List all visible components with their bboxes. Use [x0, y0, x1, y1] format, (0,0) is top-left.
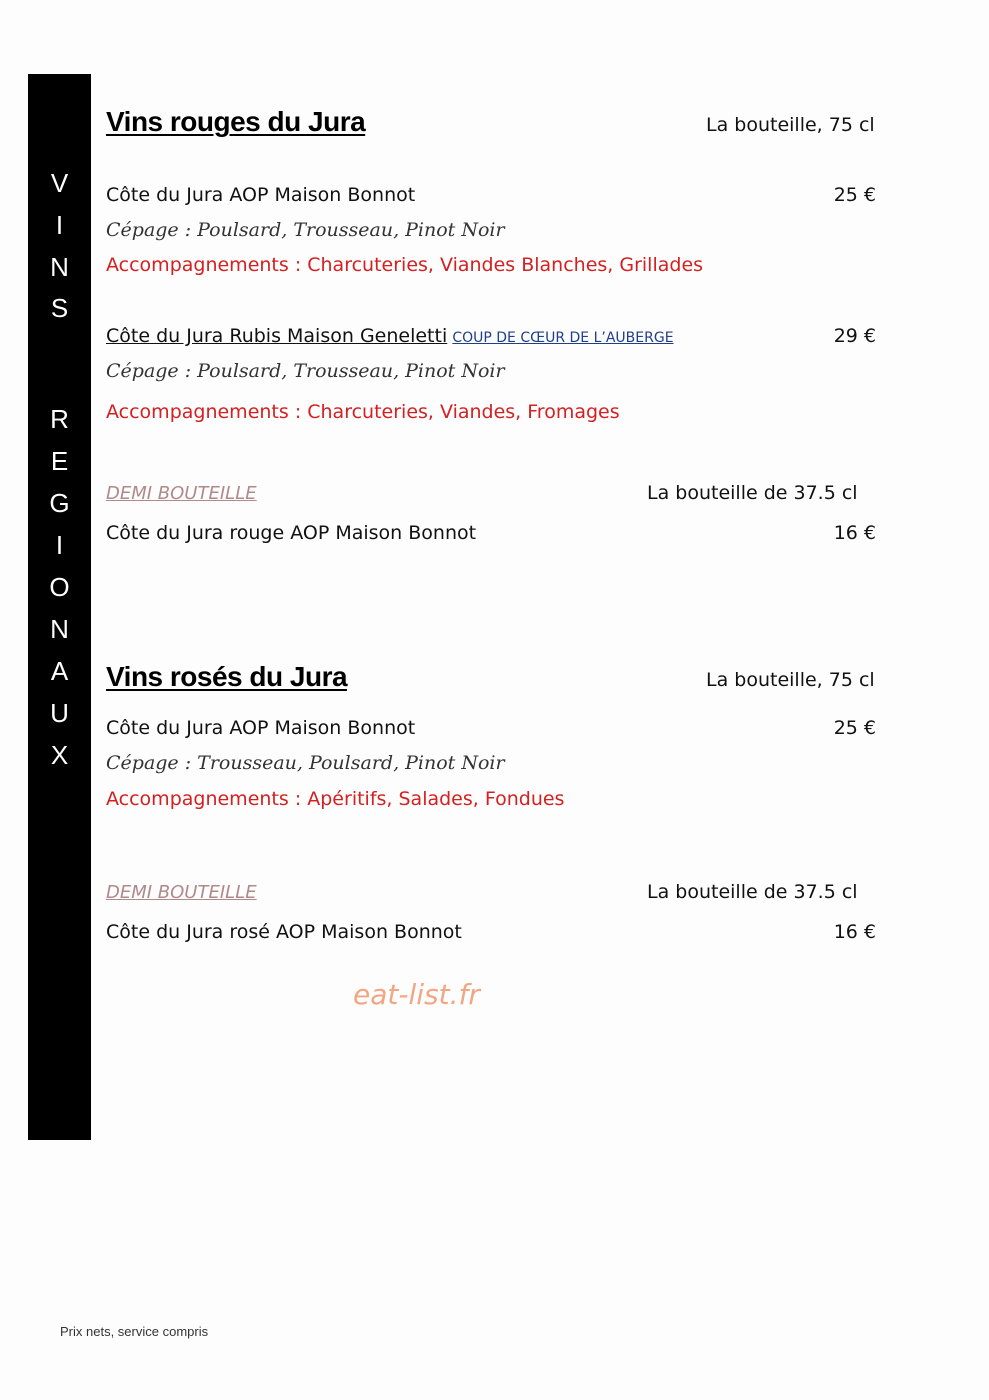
- rose-wine-1-cepage: Cépage : Trousseau, Poulsard, Pinot Noir: [106, 752, 505, 774]
- red-wine-1-name: Côte du Jura AOP Maison Bonnot: [106, 184, 416, 206]
- sidebar-letter: R: [50, 404, 69, 434]
- rose-half-wine-price: 16 €: [833, 921, 876, 943]
- watermark: eat-list.fr: [353, 978, 480, 1011]
- red-wines-bottle-note: La bouteille, 75 cl: [706, 114, 875, 136]
- red-half-wine-price: 16 €: [833, 522, 876, 544]
- sidebar-letter: E: [50, 446, 69, 476]
- red-wine-1-price: 25 €: [833, 184, 876, 206]
- red-wine-2-name: Côte du Jura Rubis Maison Geneletti: [106, 325, 448, 347]
- red-wines-title: Vins rouges du Jura: [106, 106, 366, 137]
- sidebar-letter: S: [50, 293, 69, 323]
- sidebar-letter: I: [55, 210, 64, 240]
- red-wine-2-price: 29 €: [833, 325, 876, 347]
- rose-wines-title: Vins rosés du Jura: [106, 661, 348, 692]
- red-wine-1-cepage: Cépage : Poulsard, Trousseau, Pinot Noir: [106, 219, 505, 241]
- sidebar-letter: N: [50, 252, 69, 282]
- sidebar-banner: [28, 74, 91, 1140]
- red-wine-2-heading: [106, 325, 674, 347]
- rose-wines-bottle-note: La bouteille, 75 cl: [706, 669, 875, 691]
- sidebar-letter: U: [50, 698, 69, 728]
- rose-wine-1-price: 25 €: [833, 717, 876, 739]
- sidebar-letter: N: [50, 614, 69, 644]
- favorite-badge: COUP DE CŒUR DE L’AUBERGE: [452, 330, 674, 346]
- rose-half-wine-name: Côte du Jura rosé AOP Maison Bonnot: [106, 921, 462, 943]
- rose-wine-1-pairing: Accompagnements : Apéritifs, Salades, Fondues: [106, 788, 565, 810]
- red-wine-2-pairing: Accompagnements : Charcuteries, Viandes, Fromages: [106, 401, 620, 423]
- sidebar-letter: I: [55, 530, 64, 560]
- red-wine-2-cepage: Cépage : Poulsard, Trousseau, Pinot Noir: [106, 360, 505, 382]
- sidebar-letter: O: [49, 572, 70, 602]
- sidebar-letter: V: [50, 168, 69, 198]
- red-half-bottle-label: DEMI BOUTEILLE: [106, 483, 257, 504]
- footer-note: Prix nets, service compris: [60, 1324, 209, 1339]
- red-half-wine-name: Côte du Jura rouge AOP Maison Bonnot: [106, 522, 477, 544]
- sidebar-letter: A: [50, 656, 69, 686]
- rose-half-bottle-label: DEMI BOUTEILLE: [106, 882, 257, 903]
- sidebar-letter: X: [50, 740, 69, 770]
- rose-wine-1-name: Côte du Jura AOP Maison Bonnot: [106, 717, 416, 739]
- sidebar-letter: G: [49, 488, 70, 518]
- red-wine-1-pairing: Accompagnements : Charcuteries, Viandes Blanches, Grillades: [106, 254, 704, 276]
- red-half-bottle-note: La bouteille de 37.5 cl: [647, 482, 858, 504]
- rose-half-bottle-note: La bouteille de 37.5 cl: [647, 881, 858, 903]
